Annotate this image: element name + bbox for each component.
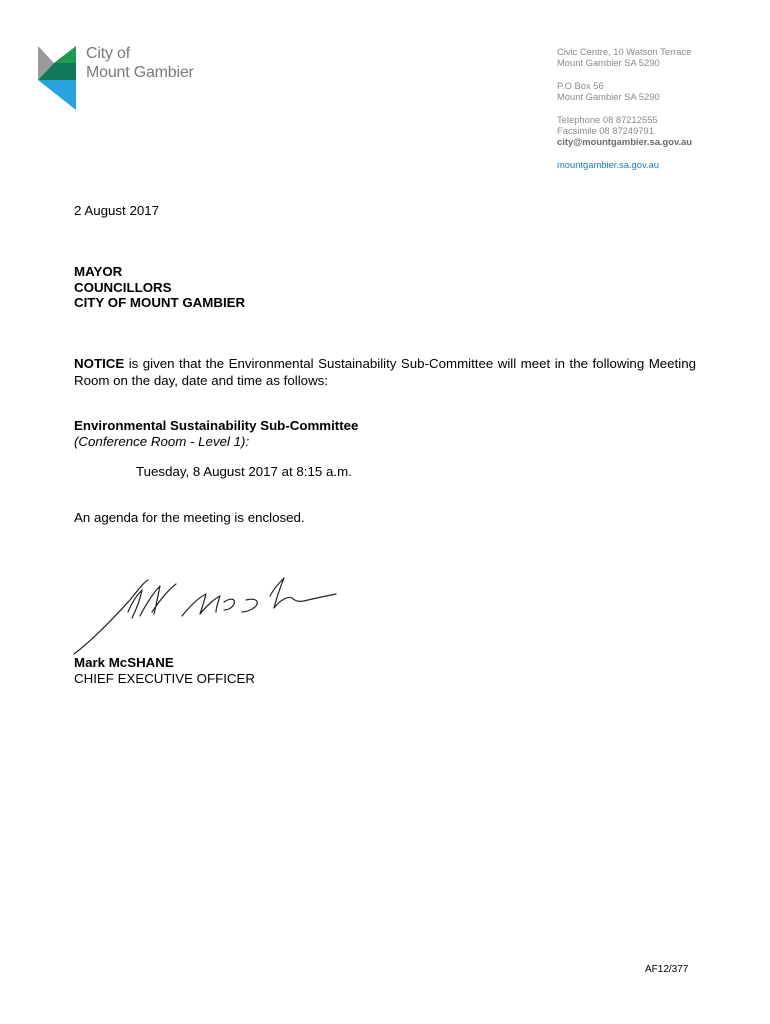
logo-text-line2: Mount Gambier [86, 64, 194, 81]
meeting-time: Tuesday, 8 August 2017 at 8:15 a.m. [136, 464, 352, 479]
agenda-note: An agenda for the meeting is enclosed. [74, 510, 305, 525]
recipient-line: COUNCILLORS [74, 279, 172, 295]
document-reference: AF12/377 [645, 964, 689, 975]
recipient-line: CITY OF MOUNT GAMBIER [74, 295, 246, 310]
notice-paragraph [74, 355, 696, 389]
telephone-number: Telephone 08 87212555 [557, 114, 658, 125]
recipient-line: MAYOR [74, 264, 123, 279]
address-po-line1: P.O Box 56 [557, 80, 604, 91]
signer-name: Mark McSHANE [74, 655, 174, 670]
address-street-line1: Civic Centre, 10 Watson Terrace [557, 46, 692, 57]
handwritten-signature [70, 572, 350, 657]
council-logo [38, 44, 213, 114]
signer-title: CHIEF EXECUTIVE OFFICER [74, 671, 256, 686]
recipients-block [74, 264, 245, 311]
contact-address-block [557, 46, 757, 170]
meeting-title: Environmental Sustainability Sub-Committee [74, 418, 359, 433]
meeting-room: (Conference Room - Level 1): [74, 434, 250, 449]
facsimile-number: Facsimile 08 87249791 [557, 125, 654, 136]
notice-text: is given that the Environmental Sustainability Sub-Committee will meet in the following Meeting Room on the day, date and time as follows: [74, 356, 696, 388]
website-link[interactable]: mountgambier.sa.gov.au [557, 159, 659, 170]
logo-text-line1: City of [86, 45, 130, 62]
email-link[interactable]: city@mountgambier.sa.gov.au [557, 136, 693, 147]
address-street-line2: Mount Gambier SA 5290 [557, 57, 660, 68]
address-po-line2: Mount Gambier SA 5290 [557, 91, 660, 102]
council-logo-icon [38, 44, 78, 112]
notice-label: NOTICE [74, 356, 125, 371]
letter-date: 2 August 2017 [74, 203, 160, 218]
